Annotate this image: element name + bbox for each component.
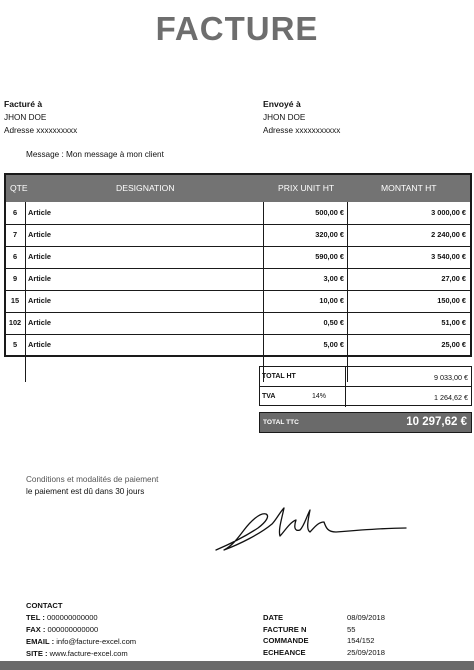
table-row <box>6 313 470 333</box>
email-label: EMAIL : <box>26 637 55 646</box>
totals-separator <box>260 386 471 387</box>
billed-to-name: JHON DOE <box>4 113 47 122</box>
email-value[interactable]: info@facture-excel.com <box>56 637 137 646</box>
contact-heading: CONTACT <box>26 601 63 610</box>
cell-prix-unit: 320,00 € <box>315 230 344 239</box>
totals-divider <box>345 367 346 407</box>
total-ttc-value: 10 297,62 € <box>406 416 467 428</box>
commande-label: COMMANDE <box>263 636 309 645</box>
cell-qte: 102 <box>8 318 22 327</box>
billed-to-heading: Facturé à <box>4 99 43 109</box>
row-divider <box>6 312 470 313</box>
facture-number-label: FACTURE N <box>263 624 307 634</box>
total-ht-label: TOTAL HT <box>262 373 296 380</box>
invoice-title: FACTURE <box>155 10 319 47</box>
tva-value: 1 264,62 € <box>434 393 468 402</box>
header-qte: QTE <box>10 183 28 193</box>
header-prix-unit: PRIX UNIT HT <box>278 183 335 193</box>
row-divider <box>6 224 470 225</box>
table-row <box>6 291 470 311</box>
cell-montant: 2 240,00 € <box>431 230 466 239</box>
cell-prix-unit: 5,00 € <box>323 340 344 349</box>
cell-designation: Article <box>28 252 52 261</box>
site-value[interactable]: www.facture-excel.com <box>49 649 128 658</box>
sent-to-heading: Envoyé à <box>263 99 301 109</box>
cell-prix-unit: 0,50 € <box>323 318 344 327</box>
table-row <box>6 203 470 223</box>
sent-to-address: Adresse xxxxxxxxxxx <box>263 126 341 135</box>
row-divider <box>6 246 470 247</box>
facture-number-value: 55 <box>347 624 356 634</box>
cell-qte: 15 <box>10 296 20 305</box>
table-row <box>6 335 470 355</box>
billed-to-block <box>4 98 77 137</box>
table-row <box>6 225 470 245</box>
row-divider <box>6 268 470 269</box>
items-table-header <box>6 175 470 202</box>
items-table <box>4 173 472 357</box>
cell-prix-unit: 590,00 € <box>315 252 344 261</box>
cell-montant: 25,00 € <box>441 340 466 349</box>
invoice-meta <box>263 612 463 658</box>
total-ttc-box <box>259 412 472 433</box>
row-divider <box>6 334 470 335</box>
fax-label: FAX : <box>26 625 46 634</box>
cell-designation: Article <box>28 318 52 327</box>
date-value: 08/09/2018 <box>347 613 386 622</box>
tel-label: TEL : <box>26 613 45 622</box>
tel-value: 000000000000 <box>46 613 98 622</box>
conditions-heading: Conditions et modalités de paiement <box>26 475 159 484</box>
cell-designation: Article <box>28 208 52 217</box>
cell-montant: 3 540,00 € <box>431 252 466 261</box>
cell-designation: Article <box>28 230 52 239</box>
cell-qte: 5 <box>12 340 18 349</box>
cell-prix-unit: 3,00 € <box>323 274 344 283</box>
cell-designation: Article <box>28 274 52 283</box>
fax-value: 000000000000 <box>47 625 99 634</box>
site-label: SITE : <box>26 649 48 658</box>
billed-to-address: Adresse xxxxxxxxxx <box>4 126 78 135</box>
totals-box <box>259 366 472 406</box>
total-ttc-label: TOTAL TTC <box>263 419 299 426</box>
date-label: DATE <box>263 613 284 622</box>
header-designation: DESIGNATION <box>116 183 175 193</box>
table-row <box>6 269 470 289</box>
total-ht-value: 9 033,00 € <box>434 373 468 382</box>
echeance-label: ECHEANCE <box>263 647 306 657</box>
sent-to-name: JHON DOE <box>263 113 306 122</box>
cell-montant: 3 000,00 € <box>431 208 466 217</box>
sent-to-block <box>263 98 340 137</box>
cell-qte: 9 <box>12 274 18 283</box>
tva-rate: 14% <box>312 393 327 400</box>
contact-block <box>26 600 136 660</box>
signature-image <box>210 500 410 560</box>
commande-value: 154/152 <box>347 636 375 645</box>
echeance-value: 25/09/2018 <box>347 647 386 657</box>
cell-qte: 6 <box>12 208 18 217</box>
cell-prix-unit: 500,00 € <box>315 208 344 217</box>
cell-montant: 27,00 € <box>441 274 466 283</box>
cell-prix-unit: 10,00 € <box>319 296 344 305</box>
cell-designation: Article <box>28 340 52 349</box>
header-montant: MONTANT HT <box>381 183 437 193</box>
cell-qte: 7 <box>12 230 18 239</box>
footer-bar <box>0 661 474 670</box>
cell-montant: 150,00 € <box>437 296 466 305</box>
client-message: Message : Mon message à mon client <box>26 150 164 159</box>
tva-label: TVA <box>262 393 276 400</box>
cell-designation: Article <box>28 296 52 305</box>
row-divider <box>6 290 470 291</box>
payment-conditions <box>26 474 158 498</box>
cell-qte: 6 <box>12 252 18 261</box>
conditions-text: le paiement est dû dans 30 jours <box>26 487 145 496</box>
cell-montant: 51,00 € <box>441 318 466 327</box>
table-row <box>6 247 470 267</box>
